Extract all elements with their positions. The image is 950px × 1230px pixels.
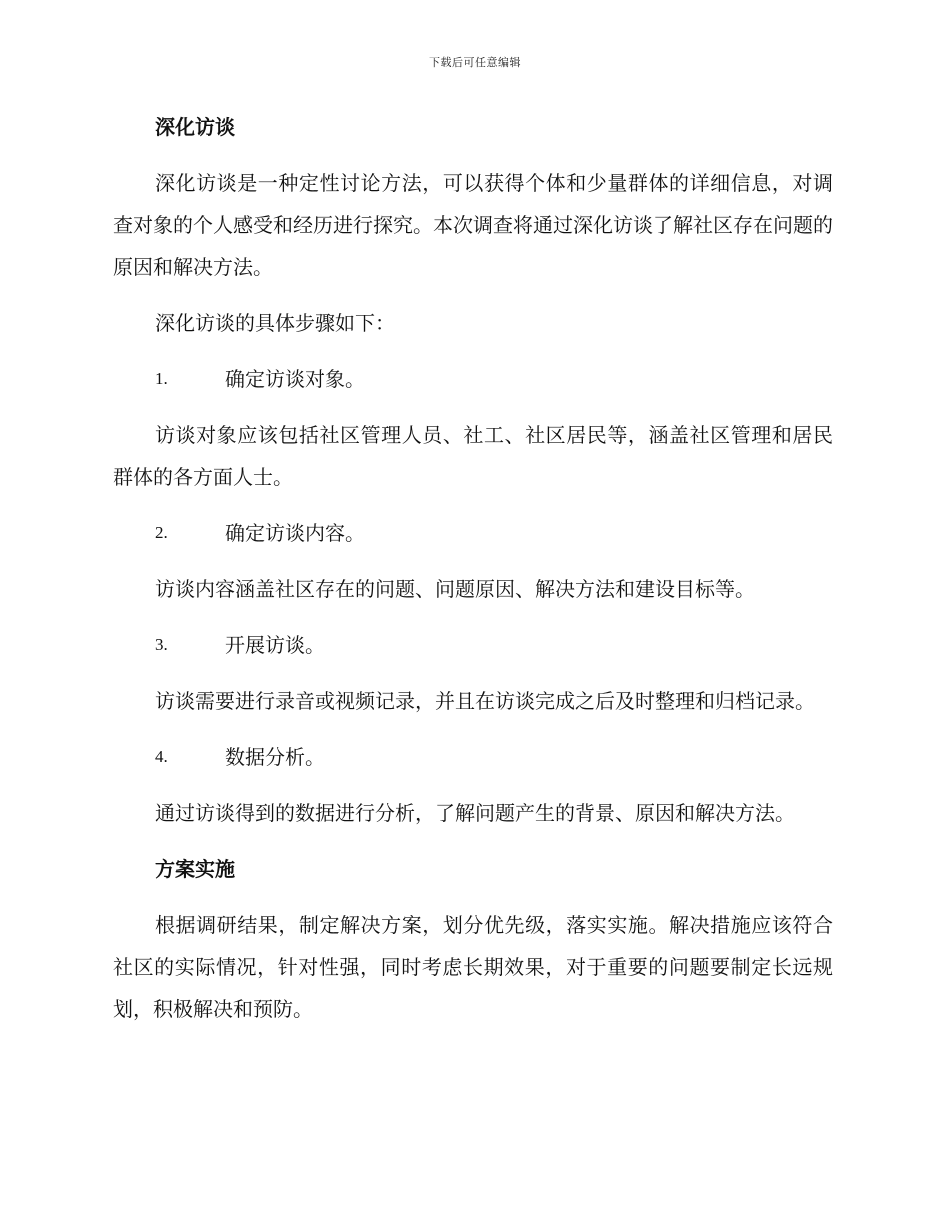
step-number: 4. (155, 747, 168, 766)
page-header: 下载后可任意编辑 (429, 56, 521, 69)
numbered-step (113, 358, 833, 400)
paragraph: 访谈内容涵盖社区存在的问题、问题原因、解决方法和建设目标等。 (155, 577, 755, 601)
section-heading-interview: 深化访谈 (155, 115, 235, 139)
numbered-step (113, 624, 833, 666)
paragraph: 深化访谈是一种定性讨论方法，可以获得个体和少量群体的详细信息，对调查对象的个人感受和经历进行探究。本次调查将通过深化访谈了解社区存在问题的原因和解决方法。 (113, 171, 833, 279)
numbered-step (113, 512, 833, 554)
paragraph: 访谈需要进行录音或视频记录，并且在访谈完成之后及时整理和归档记录。 (155, 689, 815, 713)
document-body (113, 106, 833, 1044)
step-text: 开展访谈。 (225, 633, 325, 657)
section-heading-implementation: 方案实施 (155, 857, 235, 881)
paragraph: 深化访谈的具体步骤如下： (155, 311, 395, 335)
step-text: 确定访谈对象。 (225, 367, 365, 391)
numbered-step (113, 736, 833, 778)
paragraph: 访谈对象应该包括社区管理人员、社工、社区居民等，涵盖社区管理和居民群体的各方面人士。 (113, 423, 833, 489)
paragraph: 通过访谈得到的数据进行分析，了解问题产生的背景、原因和解决方法。 (155, 801, 795, 825)
step-text: 数据分析。 (225, 745, 325, 769)
step-number: 2. (155, 523, 168, 542)
step-number: 1. (155, 369, 168, 388)
paragraph: 根据调研结果，制定解决方案，划分优先级，落实实施。解决措施应该符合社区的实际情况，针对性强，同时考虑长期效果，对于重要的问题要制定长远规划，积极解决和预防。 (113, 913, 833, 1021)
step-number: 3. (155, 635, 168, 654)
step-text: 确定访谈内容。 (225, 521, 365, 545)
